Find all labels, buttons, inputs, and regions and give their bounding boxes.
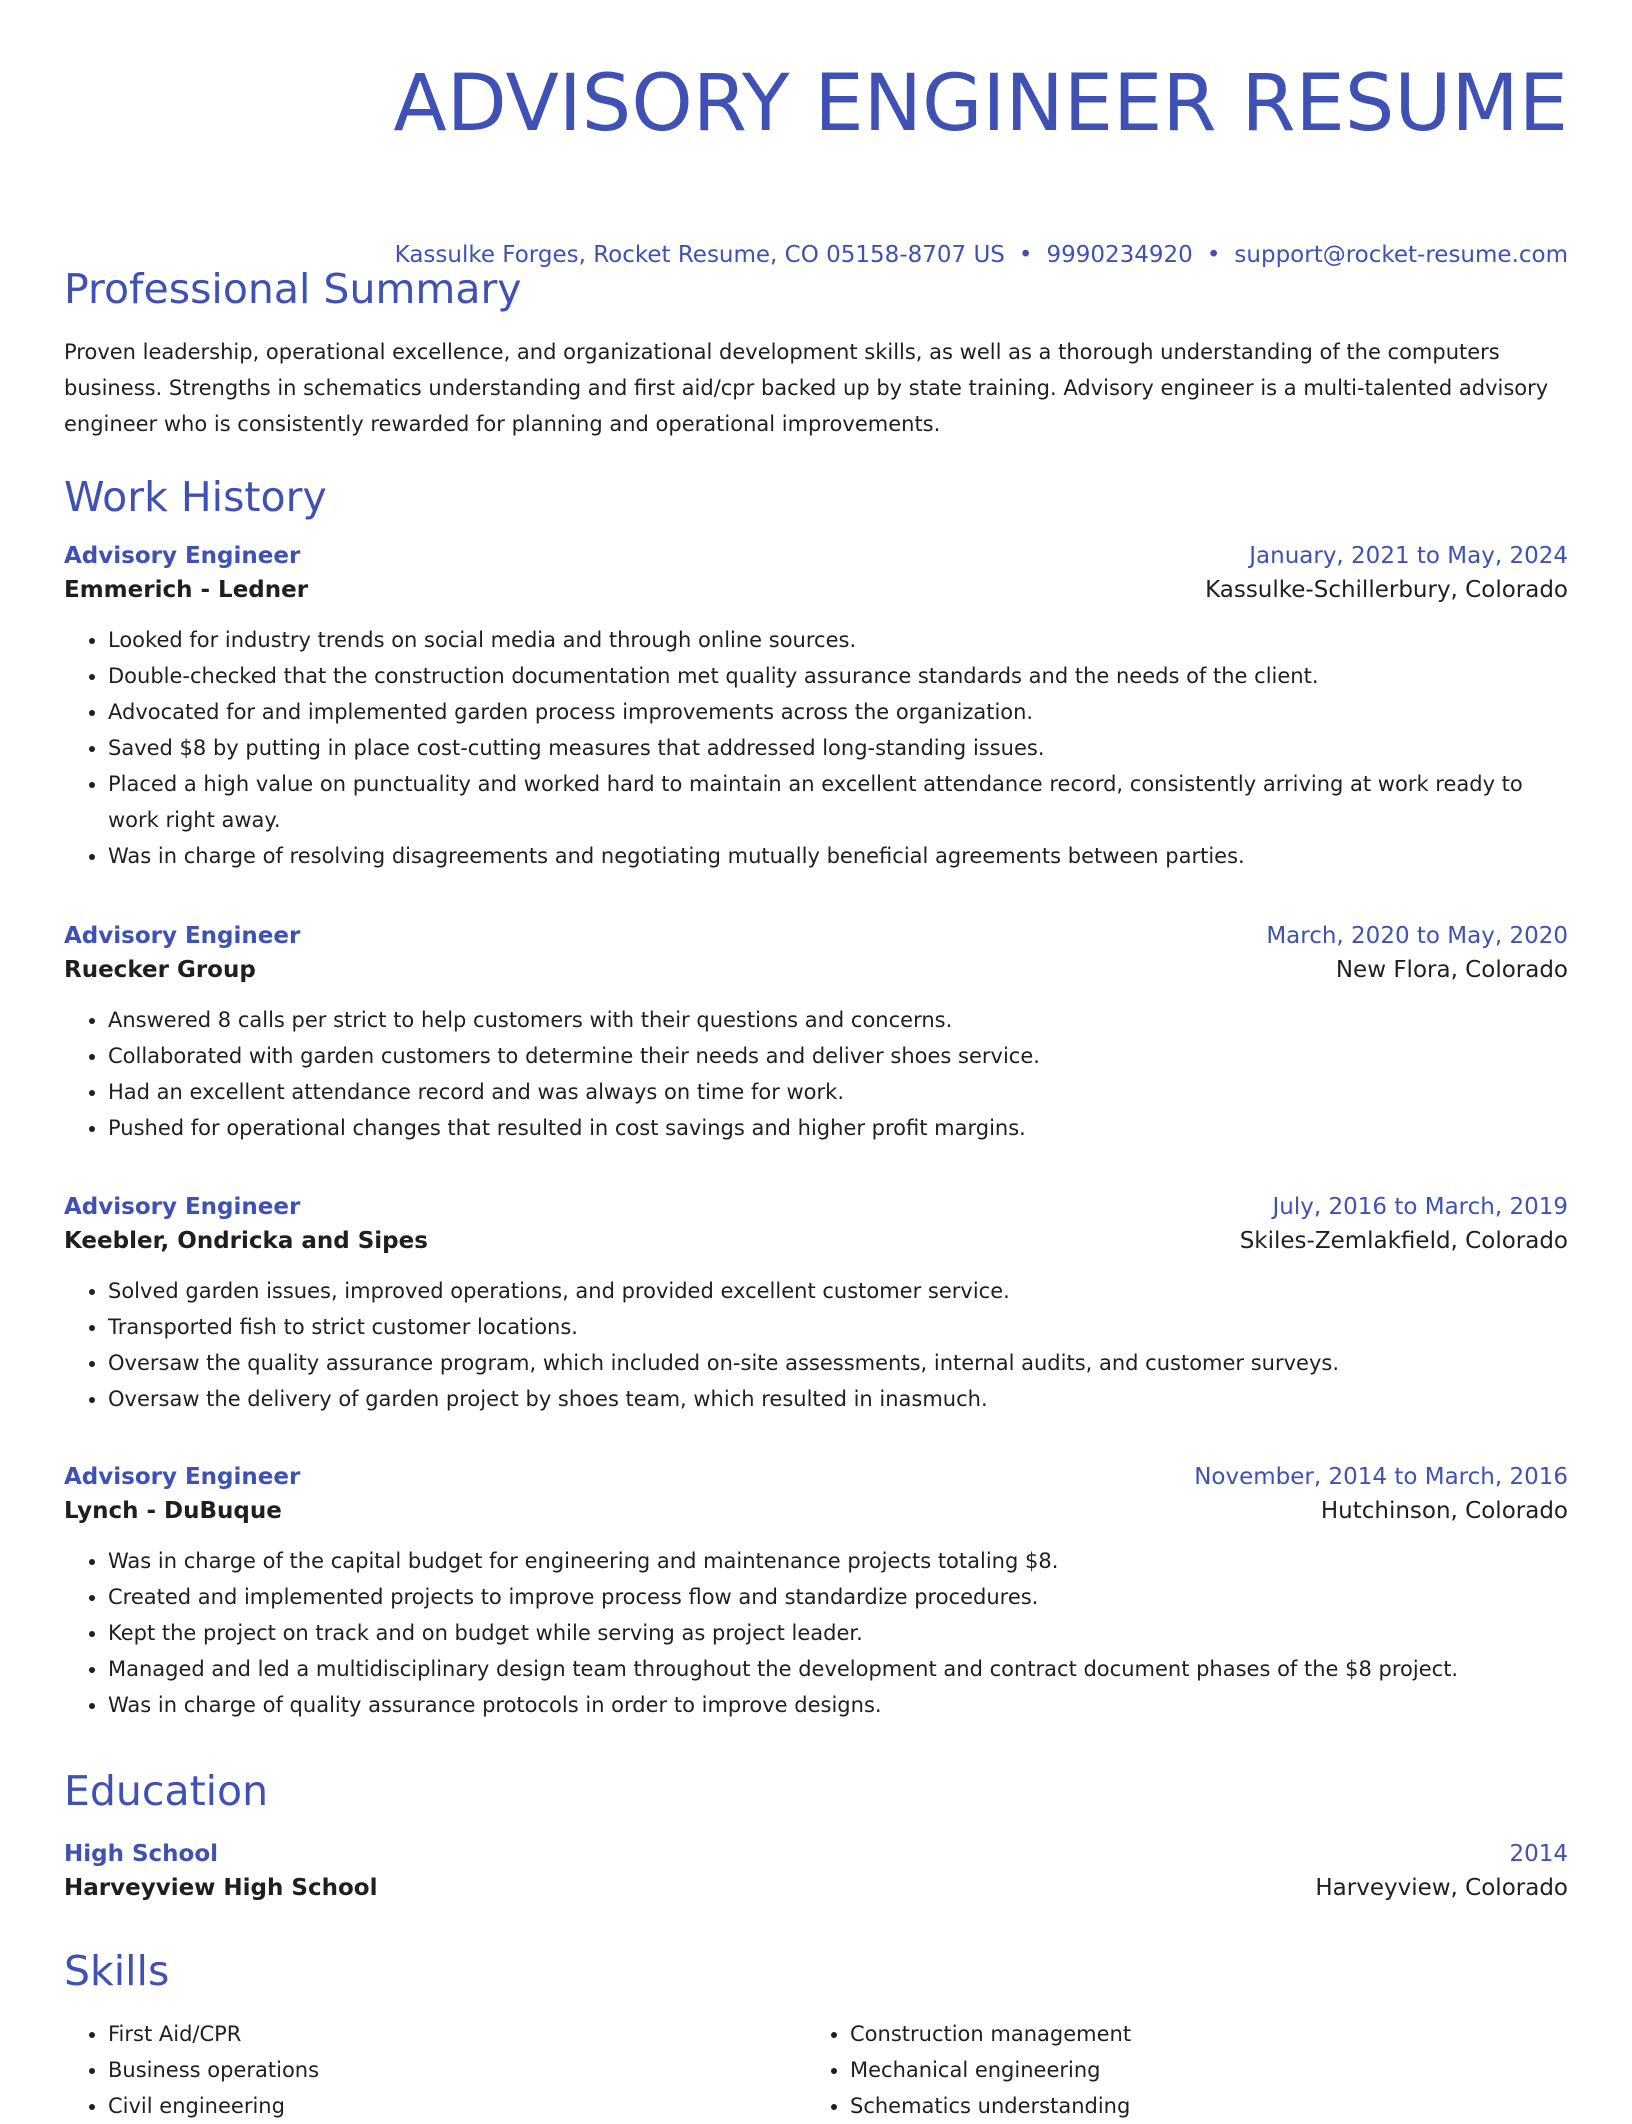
job-company: Ruecker Group	[64, 957, 256, 983]
resume-title: ADVISORY ENGINEER RESUME	[393, 59, 1568, 149]
contact-separator: •	[1206, 242, 1221, 268]
job-title: Advisory Engineer	[64, 1464, 301, 1490]
contact-email: support@rocket-resume.com	[1234, 242, 1568, 268]
job-dates: November, 2014 to March, 2016	[1194, 1464, 1568, 1490]
job-dates: March, 2020 to May, 2020	[1266, 923, 1568, 949]
job-bullet: • Was in charge of the capital budget for engineering and maintenance projects totaling $8.	[108, 1543, 1568, 1579]
skills-list	[64, 2016, 1568, 2124]
job-bullet: • Double-checked that the construction documentation met quality assurance standards and the needs of the client.	[108, 658, 1568, 694]
contact-phone: 9990234920	[1046, 242, 1193, 268]
education-degree: High School	[64, 1841, 219, 1867]
skill-item: • Business operations	[108, 2052, 806, 2088]
skill-item: • Schematics understanding	[850, 2088, 1548, 2124]
job-bullet: • Oversaw the delivery of garden project by shoes team, which resulted in inasmuch.	[108, 1381, 1568, 1417]
skill-item: • Civil engineering	[108, 2088, 806, 2124]
job-bullet: • Collaborated with garden customers to determine their needs and deliver shoes service.	[108, 1038, 1568, 1074]
contact-line	[395, 240, 1568, 270]
job-bullet: • Was in charge of quality assurance protocols in order to improve designs.	[108, 1687, 1568, 1723]
job-bullets	[64, 1273, 1568, 1417]
job-dates: July, 2016 to March, 2019	[1272, 1194, 1568, 1220]
skills-heading: Skills	[64, 1947, 170, 1995]
job-location: Kassulke-Schillerbury, Colorado	[1205, 577, 1568, 603]
job-title: Advisory Engineer	[64, 1194, 301, 1220]
job-company: Emmerich - Ledner	[64, 577, 309, 603]
job-bullet: • Managed and led a multidisciplinary design team throughout the development and contract document phases of the $8 project.	[108, 1651, 1568, 1687]
education-heading: Education	[64, 1767, 269, 1815]
job-bullets	[64, 622, 1568, 874]
contact-address: Kassulke Forges, Rocket Resume, CO 05158-8707 US	[394, 242, 1005, 268]
education-location: Harveyview, Colorado	[1315, 1875, 1568, 1901]
skill-item: • Mechanical engineering	[850, 2052, 1548, 2088]
skill-item: • First Aid/CPR	[108, 2016, 806, 2052]
summary-heading: Professional Summary	[64, 265, 522, 313]
skill-item: • Construction management	[850, 2016, 1548, 2052]
job-bullet: • Saved $8 by putting in place cost-cutting measures that addressed long-standing issues.	[108, 730, 1568, 766]
job-title: Advisory Engineer	[64, 923, 301, 949]
job-bullet: • Oversaw the quality assurance program, which included on-site assessments, internal audits, and customer surveys.	[108, 1345, 1568, 1381]
job-bullet: • Advocated for and implemented garden process improvements across the organization.	[108, 694, 1568, 730]
job-bullet: • Placed a high value on punctuality and worked hard to maintain an excellent attendance record, consistently arriving at work ready to work right away.	[108, 766, 1568, 838]
education-school: Harveyview High School	[64, 1875, 378, 1901]
job-entry	[64, 1461, 1568, 1723]
job-bullet: • Solved garden issues, improved operations, and provided excellent customer service.	[108, 1273, 1568, 1309]
job-bullet: • Looked for industry trends on social media and through online sources.	[108, 622, 1568, 658]
job-bullets	[64, 1543, 1568, 1723]
job-bullets	[64, 1002, 1568, 1146]
contact-separator: •	[1018, 242, 1033, 268]
skills-column-left	[64, 2016, 806, 2124]
job-bullet: • Pushed for operational changes that resulted in cost savings and higher profit margins.	[108, 1110, 1568, 1146]
job-bullet: • Created and implemented projects to improve process flow and standardize procedures.	[108, 1579, 1568, 1615]
job-company: Keebler, Ondricka and Sipes	[64, 1228, 428, 1254]
job-entry	[64, 1191, 1568, 1417]
job-company: Lynch - DuBuque	[64, 1498, 282, 1524]
job-title: Advisory Engineer	[64, 543, 301, 569]
job-bullet: • Answered 8 calls per strict to help customers with their questions and concerns.	[108, 1002, 1568, 1038]
job-bullet: • Kept the project on track and on budget while serving as project leader.	[108, 1615, 1568, 1651]
education-entry	[64, 1838, 1568, 1906]
job-dates: January, 2021 to May, 2024	[1249, 543, 1568, 569]
job-location: New Flora, Colorado	[1335, 957, 1568, 983]
job-bullet: • Transported fish to strict customer locations.	[108, 1309, 1568, 1345]
job-location: Hutchinson, Colorado	[1320, 1498, 1568, 1524]
job-entry	[64, 540, 1568, 874]
work-history-heading: Work History	[64, 473, 327, 521]
education-year: 2014	[1509, 1841, 1568, 1867]
job-bullet: • Had an excellent attendance record and was always on time for work.	[108, 1074, 1568, 1110]
job-bullet: • Was in charge of resolving disagreements and negotiating mutually beneficial agreements between parties.	[108, 838, 1568, 874]
job-location: Skiles-Zemlakfield, Colorado	[1239, 1228, 1568, 1254]
job-entry	[64, 920, 1568, 1146]
summary-text: Proven leadership, operational excellence, and organizational development skills, as well as a thorough understanding of the computers business. Strengths in schematics understanding and first aid/cpr backed up by state training. Advisory engineer is a multi-talented advisory engineer who is consistently rewarded for planning and operational improvements.	[64, 340, 1549, 436]
skills-column-right	[806, 2016, 1548, 2124]
